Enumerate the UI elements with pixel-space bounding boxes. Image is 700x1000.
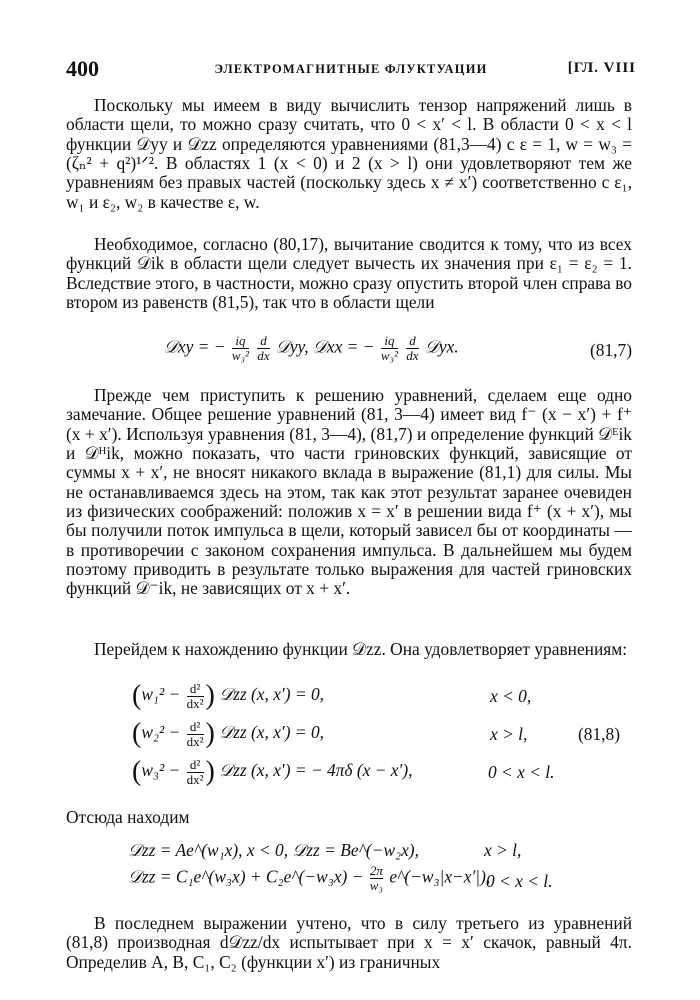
- solution-cond-1: x > l,: [484, 840, 522, 860]
- fraction: $\frac{iq}{\text{w₃²}}$: [380, 333, 398, 363]
- chapter-label: [ГЛ. VIII: [567, 60, 636, 76]
- fraction: $\frac{d}{dx}$: [406, 333, 419, 363]
- eq-81-7-mid: 𝒟yy, 𝒟xx = −: [275, 336, 375, 357]
- equation-number: (81,7): [589, 340, 632, 360]
- eq-81-8-cond-3: 0 < x < l.: [488, 762, 555, 782]
- eq-81-8-row-3: (w₃² − $\frac{\text{d²}}{\text{dx²}}$ ) 𝒟zz (x, x′) = − 4πδ (x − x′),: [132, 756, 413, 787]
- solution-row-1: 𝒟zz = Ae^(w₁x), x < 0, 𝒟zz = Be^(−w₂x),: [128, 840, 419, 860]
- eq-81-8-row-1: (w₁² − $\frac{\text{d²}}{\text{dx²}}$ ) 𝒟zz (x, x′) = 0,: [132, 680, 324, 711]
- fraction: $\frac{\text{d²}}{\text{dx²}}$: [186, 756, 204, 787]
- paragraph-4: Перейдем к нахождению функции 𝒟zz. Она удовлетворяет уравнениям:: [94, 639, 628, 659]
- running-header: [66, 56, 636, 80]
- fraction: $\frac{\text{d²}}{\text{dx²}}$: [186, 680, 204, 711]
- fraction: $\frac{d}{dx}$: [257, 333, 270, 363]
- eq-81-7-left: 𝒟xy = −: [164, 336, 226, 357]
- paragraph-1: Поскольку мы имеем в виду вычислить тензор напряжений лишь в области щели, то можно сразу считать, что 0 < x′ < l. В области 0 < x < l функции 𝒟yy и 𝒟zz определяются уравнениями (81,3—4) с ε = 1, w = w₃ = (ζₙ² + q²)¹ᐟ². В областях 1 (x < 0) и 2 (x > l) они удовлетворяют тем же уравнениям без правых частей (поскольку здесь x ≠ x′) соответственно с ε₁, w₁ и ε₂, w₂ в качестве ε, w.: [66, 95, 632, 212]
- eq-81-8-cond-1: x < 0,: [490, 686, 532, 706]
- eq-81-8-cond-2: x > l,: [490, 724, 528, 744]
- paragraph-2: Необходимое, согласно (80,17), вычитание сводится к тому, что из всех функций 𝒟ik в области щели следует вычесть их значения при ε₁ = ε₂ = 1. Вследствие этого, в частности, можно сразу опустить второй член справа во втором из равенств (81,5), так что в области щели: [66, 234, 632, 313]
- fraction: $\frac{iq}{\text{w₃²}}$: [231, 333, 249, 363]
- fraction: $\frac{2\pi}{\text{w₃}}$: [369, 863, 383, 893]
- solution-row-2: 𝒟zz = C₁e^(w₃x) + C₂e^(−w₃x) − $\frac{2\pi}{\text{w₃}}$ e^(−w₃|x−x′|),: [128, 863, 491, 893]
- running-title: ЭЛЕКТРОМАГНИТНЫЕ ФЛУКТУАЦИИ: [214, 62, 488, 76]
- fraction: $\frac{\text{d²}}{\text{dx²}}$: [186, 718, 204, 749]
- paragraph-6: В последнем выражении учтено, что в силу третьего из уравнений (81,8) производная d𝒟zz/dx испытывает при x = x′ скачок, равный 4π. Определив A, B, C₁, C₂ (функции x′) из граничных: [66, 913, 632, 972]
- eq-81-8-row-2: (w₂² − $\frac{\text{d²}}{\text{dx²}}$ ) 𝒟zz (x, x′) = 0,: [132, 718, 324, 749]
- paragraph-3: Прежде чем приступить к решению уравнений, сделаем еще одно замечание. Общее решение уравнений (81, 3—4) имеет вид f⁻ (x − x′) + f⁺ (x + x′). Используя уравнения (81, 3—4), (81,7) и определение функций 𝒟ᴱik и 𝒟ᴴik, можно показать, что части гриновских функций, зависящие от суммы x + x′, не вносят никакого вклада в выражение (81,1) для силы. Мы не останавливаемся здесь на этом, так как этот результат заранее очевиден из физических соображений: положив x = x′ в решении вида f⁺ (x + x′), мы бы получили поток импульса в щели, который зависел бы от координаты — в противоречии с законом сохранения импульса. В дальнейшем мы будем поэтому приводить в результате только выражения для частей гриновских функций 𝒟⁻ik, не зависящих от x + x′.: [66, 385, 632, 599]
- equation-81-7: [66, 334, 632, 368]
- equation-number: (81,8): [578, 724, 621, 744]
- paragraph-5: Отсюда находим: [66, 807, 190, 827]
- solution-cond-2: 0 < x < l.: [486, 871, 553, 891]
- eq-81-7-end: 𝒟yx.: [424, 336, 459, 357]
- page-number: 400: [66, 56, 99, 81]
